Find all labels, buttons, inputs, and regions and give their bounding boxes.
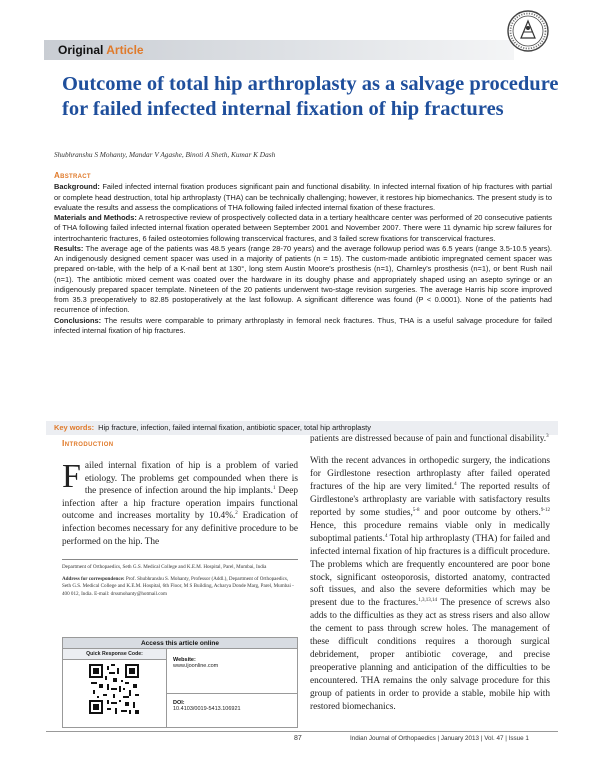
access-info-panel bbox=[167, 649, 298, 728]
citation-4: 4 bbox=[454, 481, 457, 487]
website-block bbox=[173, 657, 218, 669]
citation-5-8: 5-8 bbox=[412, 507, 420, 513]
abstract-section bbox=[54, 171, 552, 336]
access-divider bbox=[167, 693, 298, 694]
background-text: Failed infected internal fixation produces significant pain and functional disability. In infected internal fixation of hip fractures with partial or complete head destruction, total hip arthroplasty (THA) can be technically challenging; however, it restores hip biomechanics. The present study is to evaluate the results and assess the complications of THA following failed infected internal fixation of these fractures. bbox=[54, 182, 552, 212]
results-text: The average age of the patients was 48.5 years (range 28-70 years) and the average followup period was 6.5 years (range 3.5-10.5 years). An indigenously designed cement spacer was used in a majority of patients (n = 15). The custom-made antibiotic impregnated cement spacer was prepared on-table, with the help of a K-nail bent at 130°, long stem Austin Moore's prosthesis (n=1), Charnley's prosthesis (n=1), or bent Rush nail (n=1). The antibiotic mixed cement was coated over the hardware in its doughy phase and appropriately shaped using an asepto syringe or an indigenously prepared spacer template. Nineteen of the 20 patients underwent two-stage revision surgeries. The average Harris hip score improved from 35.3 preoperatively to 82.85 postoperatively at the last followup. A significant difference was found (P < 0.0001). None of the patients had recurrence of infection. bbox=[54, 243, 552, 315]
intro-left-column bbox=[62, 460, 298, 548]
doi-block bbox=[173, 700, 241, 712]
footer-divider bbox=[46, 731, 558, 732]
website-link[interactable]: www.ijoonline.com bbox=[173, 663, 219, 669]
doi-link[interactable]: 10.4103/0019-5413.106921 bbox=[173, 706, 241, 712]
qr-code-label: Quick Response Code: bbox=[63, 649, 166, 660]
access-online-box bbox=[62, 637, 298, 728]
drop-cap: F bbox=[62, 458, 81, 495]
page-number: 87 bbox=[294, 735, 302, 742]
author-list: Shubhranshu S Mohanty, Mandar V Agashe, Binoti A Sheth, Kumar K Dash bbox=[54, 150, 276, 159]
intro-right-column bbox=[310, 433, 550, 723]
intro-right-p2-f: The presence of screws also adds to the difficulties as they act as stress risers and also allow the cement to pass through screw holes. The management of these difficult conditions requires a thorough surgical debridement, proper antibiotic coverage, and precise preoperative planning and anticipation of the difficulties to be encountered. THA remains the only salvage procedure for this group of patients in order to provide a stable, mobile hip with restored biomechanics. bbox=[310, 598, 550, 713]
background-label: Background: bbox=[54, 182, 100, 192]
intro-left-text-2: Deep infection after a hip fracture operation impairs functional outcome and increases mortality by 10.4%. bbox=[62, 486, 298, 522]
intro-right-p1-text: patients are distressed because of pain and functional disability. bbox=[310, 434, 547, 444]
keywords-label: Key words: bbox=[54, 423, 95, 432]
doi-label: DOI: bbox=[173, 700, 185, 706]
intro-right-paragraph-2 bbox=[310, 455, 550, 714]
affiliation-footnote bbox=[62, 559, 298, 603]
methods-text: A retrospective review of prospectively collected data in a tertiary healthcare center was performed of 20 consecutive patients of THA following failed infected internal fixation operated between September 2001 and November 2007. There were 11 dynamic hip screw failures for intertrochanteric fractures, 6 failed osteotomies following transcervical fractures, and 3 failed screw fixations for transcervical fractures. bbox=[54, 213, 552, 243]
intro-right-p2-d: Hence, this procedure remains viable only in medically suboptimal patients. bbox=[310, 520, 550, 544]
intro-right-p2-e: Total hip arthroplasty (THA) for failed and infected internal fixation of hip fractures is a difficult procedure. The problems which are frequently encountered are poor bone stock, significant osteoporosis, distorted anatomy, contracted soft tissues, and also the severe deformities which may be present due to the fractures. bbox=[310, 533, 550, 609]
website-label: Website: bbox=[173, 657, 196, 663]
access-box-title: Access this article online bbox=[63, 638, 297, 649]
article-type-label bbox=[58, 43, 144, 57]
journal-seal-icon bbox=[506, 8, 550, 54]
affiliation-text: Department of Orthopaedics, Seth G.S. Medical College and K.E.M. Hospital, Parel, Mumbai, India bbox=[62, 564, 267, 570]
abstract-results bbox=[54, 244, 552, 316]
introduction-heading: Introduction bbox=[62, 438, 114, 448]
correspondence-label: Address for correspondence: bbox=[62, 575, 125, 582]
intro-right-p2-c: and poor outcome by others. bbox=[419, 507, 541, 518]
citation-9-12: 9-12 bbox=[540, 507, 550, 513]
article-type-word-article: Article bbox=[106, 43, 144, 57]
intro-right-p2-a: With the recent advances in orthopedic surgery, the indications for Girdlestone resection arthroplasty after failed operated fractures of the hip are very limited. bbox=[310, 455, 550, 492]
conclusions-label: Conclusions: bbox=[54, 315, 102, 325]
intro-right-paragraph-1 bbox=[310, 433, 550, 446]
article-type-word-original: Original bbox=[58, 43, 104, 57]
qr-code-icon[interactable] bbox=[89, 664, 139, 714]
qr-panel bbox=[63, 649, 167, 728]
citation-2: 2 bbox=[235, 511, 238, 517]
journal-reference: Indian Journal of Orthopaedics | January 2013 | Vol. 47 | Issue 1 bbox=[350, 735, 529, 742]
keywords-line bbox=[54, 423, 371, 432]
article-title: Outcome of total hip arthroplasty as a salvage procedure for failed infected internal fixation of hip fractures bbox=[62, 73, 559, 120]
correspondence-text: Prof. Shubhranshu S. Mohanty, Professor (Addl.), Department of Orthopaedics, Seth G.S. Medical College and K.E.M. Hospital, 6th Floor, M S Building, Acharya Donde Marg, Parel, Mumbai - 400 012, India. E-mail: drssmohanty@hotmail.com bbox=[62, 575, 294, 598]
methods-label: Materials and Methods: bbox=[54, 213, 137, 222]
article-type-banner bbox=[44, 40, 514, 62]
abstract-methods bbox=[54, 213, 552, 244]
intro-left-text-1: ailed internal fixation of hip is a problem of varied etiology. The problems get compounded when there is the presence of infection around the hip implants. bbox=[84, 461, 298, 497]
conclusions-text: The results were comparable to primary arthroplasty in femoral neck fractures. Thus, THA is a useful salvage procedure for failed infected internal fixation of hip fractures. bbox=[54, 315, 552, 335]
results-label: Results: bbox=[54, 243, 84, 253]
intro-left-text-3: Eradication of infection becomes necessary for any definitive procedure to be performed on the hip. The bbox=[62, 511, 298, 547]
citation-1: 1 bbox=[273, 486, 276, 492]
abstract-conclusions bbox=[54, 316, 552, 337]
keywords-text: Hip fracture, infection, failed internal fixation, antibiotic spacer, total hip arthroplasty bbox=[98, 423, 371, 432]
citation-1-3-13-14: 1,3,13,14 bbox=[418, 598, 437, 604]
citation-4b: 4 bbox=[384, 533, 388, 539]
abstract-background bbox=[54, 182, 552, 213]
correspondence-block bbox=[62, 576, 298, 599]
abstract-heading: Abstract bbox=[54, 171, 91, 180]
citation-3: 3 bbox=[546, 433, 549, 439]
intro-right-p2-b: The reported results of Girdlestone's arthroplasty are variable with satisfactory results reported by some studies, bbox=[310, 481, 550, 518]
